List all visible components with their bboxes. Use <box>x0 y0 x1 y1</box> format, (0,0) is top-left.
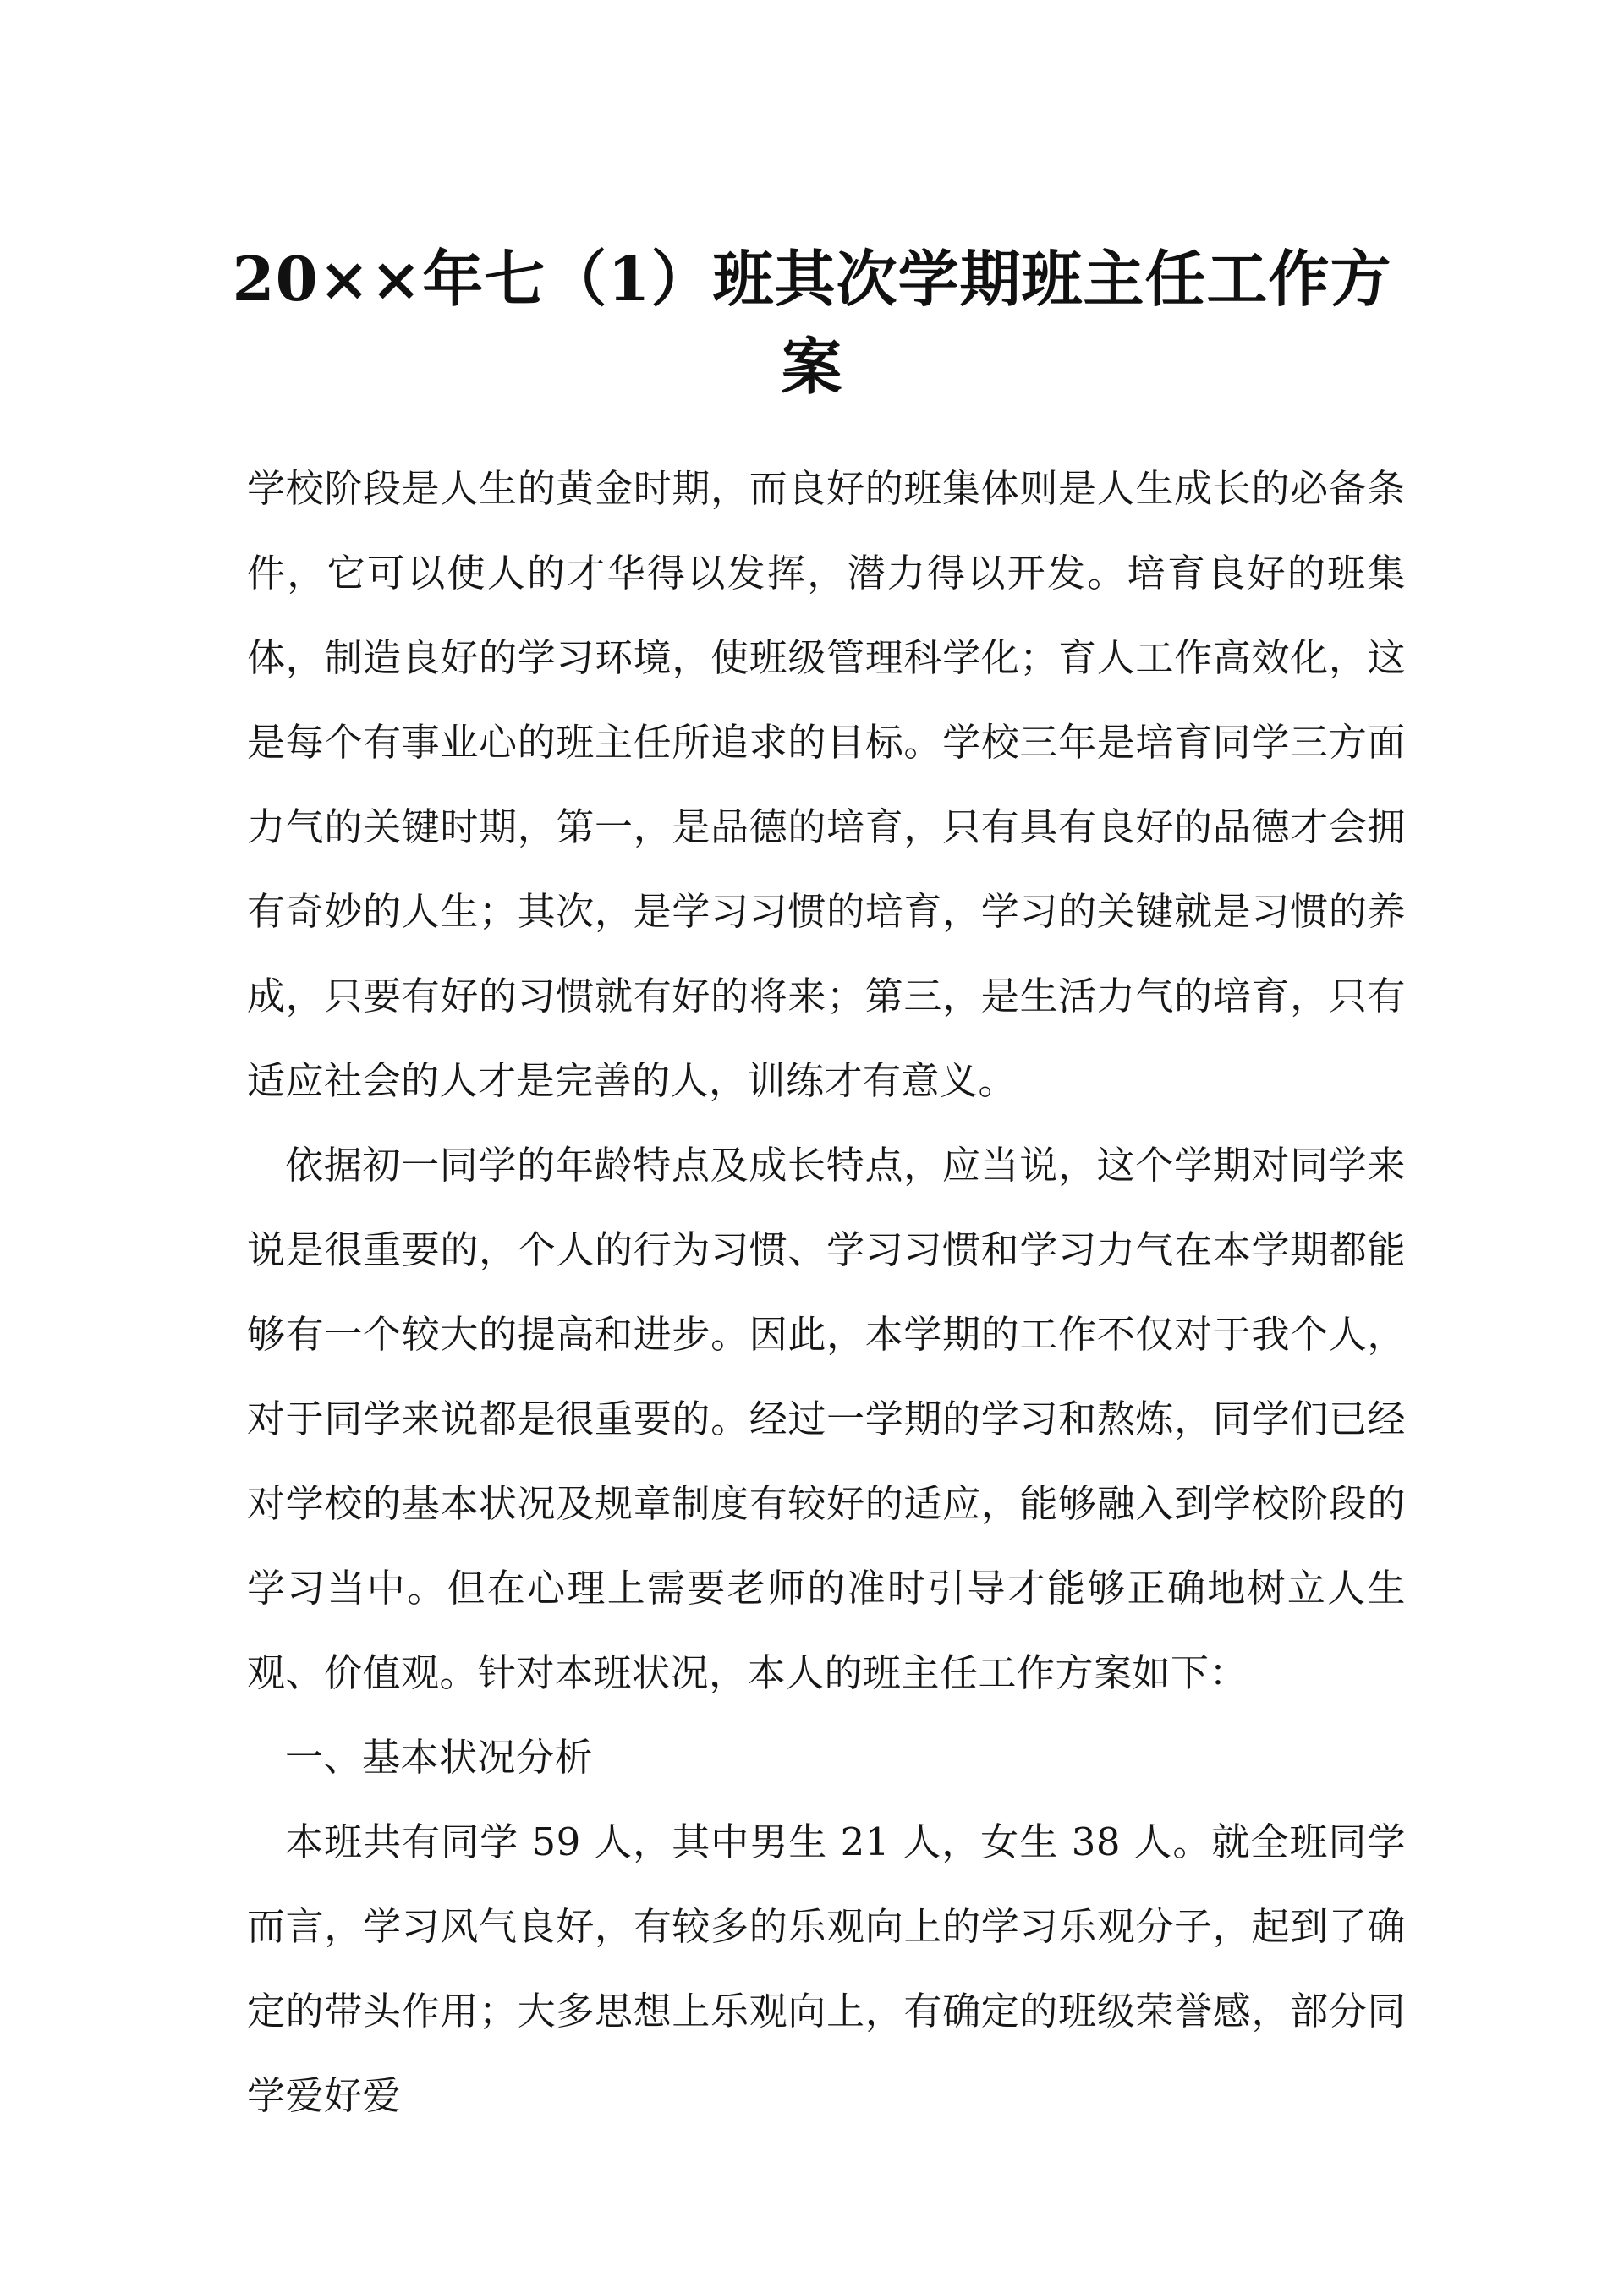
paragraph-semester-overview: 依据初一同学的年龄特点及成长特点，应当说，这个学期对同学来说是很重要的，个人的行为习惯、学习习惯和学习力气在本学期都能够有一个较大的提高和进步。因此，本学期的工作不仅对于我个人，对于同学来说都是很重要的。经过一学期的学习和熬炼，同学们已经对学校的基本状况及规章制度有较好的适应，能够融入到学校阶段的学习当中。但在心理上需要老师的准时引导才能够正确地树立人生观、价值观。针对本班状况，本人的班主任工作方案如下： <box>247 1143 1406 1695</box>
document-title: 20××年七（1）班其次学期班主任工作方案 <box>232 243 1392 403</box>
paragraph-intro: 学校阶段是人生的黄金时期，而良好的班集体则是人生成长的必备条件，它可以使人的才华得以发挥，潜力得以开发。培育良好的班集体，制造良好的学习环境，使班级管理科学化；育人工作高效化，这是每个有事业心的班主任所追求的目标。学校三年是培育同学三方面力气的关键时期，第一，是品德的培育，只有具有良好的品德才会拥有奇妙的人生；其次，是学习习惯的培育，学习的关键就是习惯的养成，只要有好的习惯就有好的将来；第三，是生活力气的培育，只有适应社会的人才是完善的人，训练才有意义。 <box>247 466 1406 1103</box>
paragraph-class-composition: 本班共有同学 59 人，其中男生 21 人，女生 38 人。就全班同学而言，学习风气良好，有较多的乐观向上的学习乐观分子，起到了确定的带头作用；大多思想上乐观向上，有确定的班级荣誉感，部分同学爱好爱 <box>247 1819 1406 2118</box>
section-heading-basic-situation: 一、基本状况分析 <box>285 1735 594 1780</box>
document-body <box>247 447 1406 2138</box>
